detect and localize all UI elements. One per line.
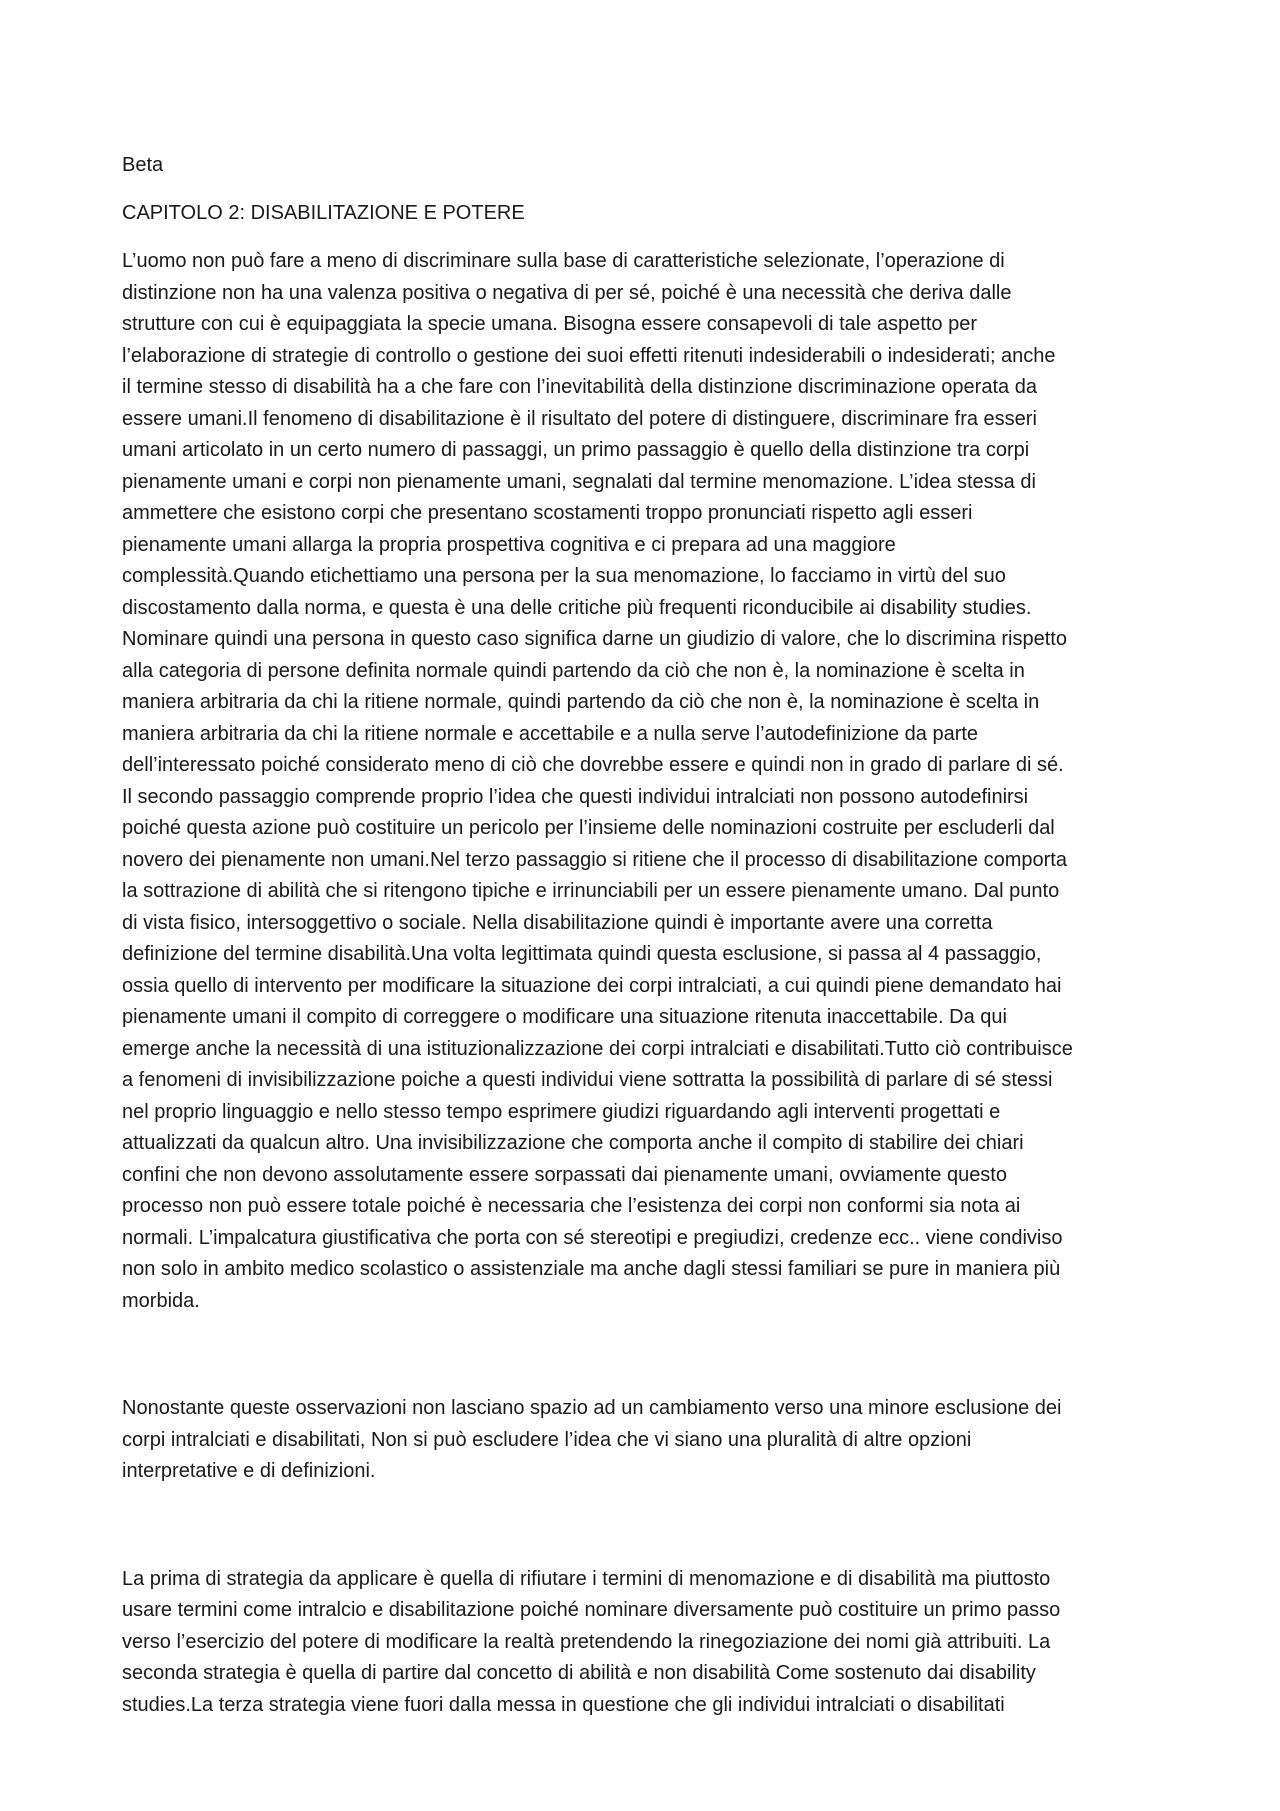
text-line: nel proprio linguaggio e nello stesso tempo esprimere giudizi riguardando agli interventi progettati e — [122, 1100, 1001, 1123]
text-line: il termine stesso di disabilità ha a che fare con l’inevitabilità della distinzione discriminazione operata da — [122, 376, 1037, 398]
text-line: pienamente umani il compito di correggere o modificare una situazione ritenuta inaccettabile. Da qui — [122, 1006, 1007, 1028]
text-line: Nominare quindi una persona in questo caso significa darne un giudizio di valore, che lo discrimina rispetto — [122, 628, 1067, 650]
text-line: pienamente umani allarga la propria prospettiva cognitiva e ci prepara ad una maggiore — [122, 533, 896, 556]
paragraph — [122, 1564, 1172, 1722]
text-line: usare termini come intralcio e disabilitazione poiché nominare diversamente può costituire un primo passo — [122, 1599, 1061, 1621]
text-line: complessità.Quando etichettiamo una persona per la sua menomazione, lo facciamo in virtù del suo — [122, 565, 1006, 587]
text-line: maniera arbitraria da chi la ritiene normale e accettabile e a nulla serve l’autodefinizione da parte — [122, 722, 979, 745]
text-line: poiché questa azione può costituire un pericolo per l’insieme delle nominazioni costruite per escluderli dal — [122, 817, 1055, 839]
text-line: maniera arbitraria da chi la ritiene normale, quindi partendo da ciò che non è, la nominazione è scelta in — [122, 691, 1040, 713]
text-line: novero dei pienamente non umani.Nel terzo passaggio si ritiene che il processo di disabilitazione comporta — [122, 848, 1067, 871]
text-line: essere umani.Il fenomeno di disabilitazione è il risultato del potere di distinguere, discriminare fra esseri — [122, 407, 1037, 430]
text-line: discostamento dalla norma, e questa è una delle critiche più frequenti riconducibile ai disability studies. — [122, 596, 1032, 619]
paragraph — [122, 246, 1172, 1317]
text-line: seconda strategia è quella di partire dal concetto di abilità e non disabilità Come sostenuto dai disability — [122, 1662, 1036, 1684]
text-line: attualizzati da qualcun altro. Una invisibilizzazione che comporta anche il compito di stabilire dei chiari — [122, 1132, 1024, 1154]
text-line: studies.La terza strategia viene fuori dalla messa in questione che gli individui intralciati o disabilitati — [122, 1693, 1005, 1716]
text-line: pienamente umani e corpi non pienamente umani, segnalati dal termine menomazione. L’idea stessa di — [122, 470, 1036, 493]
text-line: non solo in ambito medico scolastico o assistenziale ma anche dagli stessi familiari se pure in maniera più — [122, 1258, 1061, 1280]
text-line: normali. L’impalcatura giustificativa che porta con sé stereotipi e pregiudizi, credenze ecc.. viene condiviso — [122, 1226, 1063, 1249]
text-line: La prima di strategia da applicare è quella di rifiutare i termini di menomazione e di disabilità ma piuttosto — [122, 1567, 1051, 1590]
text-line: distinzione non ha una valenza positiva o negativa di per sé, poiché è una necessità che deriva dalle — [122, 281, 1012, 304]
text-line: strutture con cui è equipaggiata la specie umana. Bisogna essere consapevoli di tale aspetto per — [122, 313, 977, 335]
text-line: Il secondo passaggio comprende proprio l’idea che questi individui intralciati non possono autodefinirsi — [122, 785, 1029, 808]
text-line: verso l’esercizio del potere di modificare la realtà pretendendo la rinegoziazione dei nomi già attribuiti. La — [122, 1630, 1051, 1653]
text-line: ossia quello di intervento per modificare la situazione dei corpi intralciati, a cui quindi piene demandato hai — [122, 974, 1062, 997]
text-line: L’uomo non può fare a meno di discriminare sulla base di caratteristiche selezionate, l’operazione di — [122, 250, 1005, 272]
text-line: dell’interessato poiché considerato meno di ciò che dovrebbe essere e quindi non in grado di parlare di sé. — [122, 754, 1064, 776]
text-line: umani articolato in un certo numero di passaggi, un primo passaggio è quello della distinzione tra corpi — [122, 439, 1030, 461]
text-line: di vista fisico, intersoggettivo o sociale. Nella disabilitazione quindi è importante avere una corretta — [122, 911, 993, 934]
text-line: confini che non devono assolutamente essere sorpassati dai pienamente umani, ovviamente questo — [122, 1163, 1007, 1186]
document-label: Beta — [122, 154, 164, 176]
text-line: Nonostante queste osservazioni non lasciano spazio ad un cambiamento verso una minore esclusione dei — [122, 1397, 1062, 1419]
paragraph — [122, 1393, 1172, 1488]
text-line: l’elaborazione di strategie di controllo o gestione dei suoi effetti ritenuti indesiderabili o indesiderati; anche — [122, 344, 1056, 367]
text-line: ammettere che esistono corpi che presentano scostamenti troppo pronunciati rispetto agli esseri — [122, 502, 973, 524]
text-line: processo non può essere totale poiché è necessaria che l’esistenza dei corpi non conformi sia nota ai — [122, 1195, 1021, 1217]
text-line: interpretative e di definizioni. — [122, 1460, 376, 1482]
text-line: a fenomeni di invisibilizzazione poiche a questi individui viene sottratta la possibilità di parlare di sé stessi — [122, 1069, 1053, 1091]
text-line: morbida. — [122, 1289, 200, 1312]
document-page — [122, 150, 1172, 1721]
text-line: corpi intralciati e disabilitati, Non si può escludere l’idea che vi siano una pluralità di altre opzioni — [122, 1428, 972, 1451]
text-line: emerge anche la necessità di una istituzionalizzazione dei corpi intralciati e disabilitati.Tutto ciò contribuisce — [122, 1037, 1073, 1060]
text-line: definizione del termine disabilità.Una volta legittimata quindi questa esclusione, si passa al 4 passaggio, — [122, 943, 1042, 965]
text-line: alla categoria di persone definita normale quindi partendo da ciò che non è, la nominazione è scelta in — [122, 659, 1025, 682]
text-line: la sottrazione di abilità che si ritengono tipiche e irrinunciabili per un essere pienamente umano. Dal punto — [122, 880, 1060, 902]
chapter-title: CAPITOLO 2: DISABILITAZIONE E POTERE — [122, 202, 525, 224]
